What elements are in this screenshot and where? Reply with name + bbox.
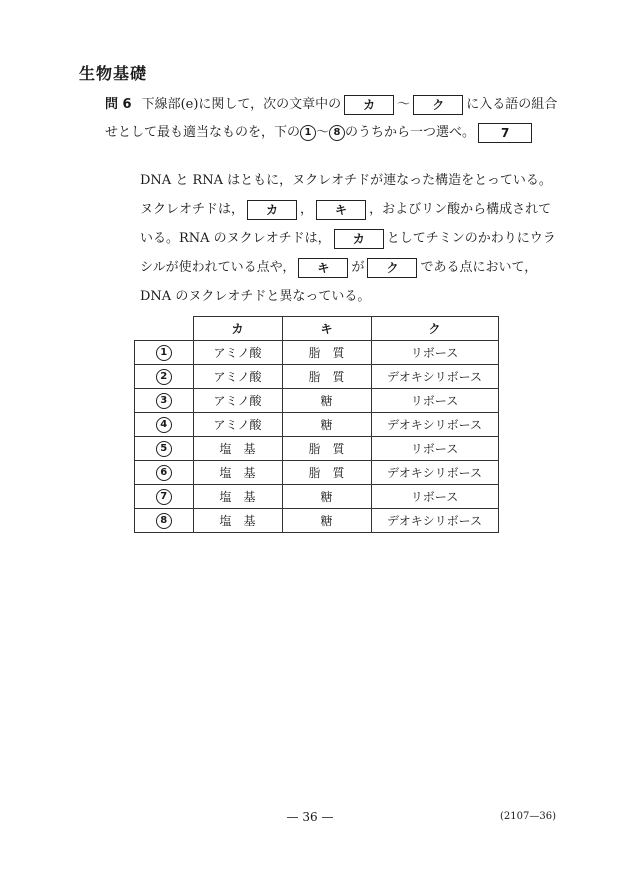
blank-box-ku: ク <box>413 95 463 115</box>
table-row[interactable] <box>135 461 499 485</box>
tilde: 〜 <box>397 97 411 112</box>
choice-number <box>135 437 194 461</box>
cell-ki: 糖 <box>282 413 371 437</box>
choice-number-circle: 6 <box>156 465 172 481</box>
passage-box-ka-2: カ <box>334 229 384 249</box>
range-end-circle: 8 <box>329 125 345 141</box>
question-block <box>105 91 565 147</box>
choice-number-circle: 8 <box>156 513 172 529</box>
question-text-2: に入る語の組合せとして最も適当なものを，下の <box>105 97 558 140</box>
cell-ka: アミノ酸 <box>193 413 282 437</box>
passage-comma: ， <box>300 202 314 217</box>
range-separator: 〜 <box>316 125 330 140</box>
cell-ki: 脂 質 <box>282 461 371 485</box>
table-row[interactable] <box>135 365 499 389</box>
table-row[interactable] <box>135 341 499 365</box>
choice-number <box>135 365 194 389</box>
question-text-1: 下線部(e)に関して，次の文章中の <box>141 97 342 112</box>
passage-text-3: としてチミンのかわりにウラシルが使われている点や， <box>140 231 556 275</box>
header-ku: ク <box>371 317 498 341</box>
choice-number <box>135 509 194 533</box>
cell-ku: リボース <box>371 389 498 413</box>
table-row[interactable] <box>135 389 499 413</box>
choice-number <box>135 485 194 509</box>
header-ki: キ <box>282 317 371 341</box>
passage-box-ki-2: キ <box>298 258 348 278</box>
choice-table <box>134 316 499 533</box>
question-text-3: のうちから一つ選べ。 <box>345 125 476 140</box>
table-corner <box>135 317 194 341</box>
choice-number <box>135 413 194 437</box>
table-header-row <box>135 317 499 341</box>
passage-box-ku: ク <box>367 258 417 278</box>
table-row[interactable] <box>135 437 499 461</box>
exam-code: (2107—36) <box>500 811 556 822</box>
question-number: 問 6 <box>105 97 132 112</box>
cell-ka: アミノ酸 <box>193 389 282 413</box>
cell-ka: 塩 基 <box>193 437 282 461</box>
cell-ka: 塩 基 <box>193 509 282 533</box>
passage-text-2: ，およびリン酸から構成されている。RNA のヌクレオチドは， <box>140 202 552 246</box>
cell-ka: 塩 基 <box>193 461 282 485</box>
cell-ki: 脂 質 <box>282 437 371 461</box>
section-title: 生物基礎 <box>79 64 148 83</box>
choice-number-circle: 5 <box>156 441 172 457</box>
page-number: — 36 — <box>286 810 334 824</box>
choice-number <box>135 461 194 485</box>
choice-number <box>135 389 194 413</box>
cell-ki: 糖 <box>282 389 371 413</box>
table-row[interactable] <box>135 413 499 437</box>
cell-ki: 脂 質 <box>282 365 371 389</box>
cell-ku: デオキシリボース <box>371 413 498 437</box>
cell-ki: 脂 質 <box>282 341 371 365</box>
cell-ku: デオキシリボース <box>371 365 498 389</box>
blank-box-ka: カ <box>344 95 394 115</box>
cell-ka: アミノ酸 <box>193 341 282 365</box>
passage <box>140 166 560 311</box>
header-ka: カ <box>193 317 282 341</box>
passage-text-1: DNA と RNA はともに，ヌクレオチドが連なった構造をとっている。ヌクレオチドは， <box>140 173 552 217</box>
cell-ku: リボース <box>371 341 498 365</box>
cell-ku: リボース <box>371 437 498 461</box>
passage-box-ki: キ <box>316 200 366 220</box>
passage-ga: が <box>351 260 365 275</box>
answer-box[interactable]: 7 <box>478 123 532 143</box>
cell-ka: アミノ酸 <box>193 365 282 389</box>
choice-number-circle: 7 <box>156 489 172 505</box>
cell-ki: 糖 <box>282 509 371 533</box>
range-start-circle: 1 <box>300 125 316 141</box>
cell-ka: 塩 基 <box>193 485 282 509</box>
cell-ku: デオキシリボース <box>371 509 498 533</box>
cell-ki: 糖 <box>282 485 371 509</box>
table-row[interactable] <box>135 509 499 533</box>
table-row[interactable] <box>135 485 499 509</box>
choice-number-circle: 2 <box>156 369 172 385</box>
passage-box-ka: カ <box>247 200 297 220</box>
passage-text-4: である点において，DNA のヌクレオチドと異なっている。 <box>140 260 538 304</box>
choice-number-circle: 4 <box>156 417 172 433</box>
choice-number-circle: 3 <box>156 393 172 409</box>
choice-number <box>135 341 194 365</box>
cell-ku: デオキシリボース <box>371 461 498 485</box>
choice-number-circle: 1 <box>156 345 172 361</box>
cell-ku: リボース <box>371 485 498 509</box>
